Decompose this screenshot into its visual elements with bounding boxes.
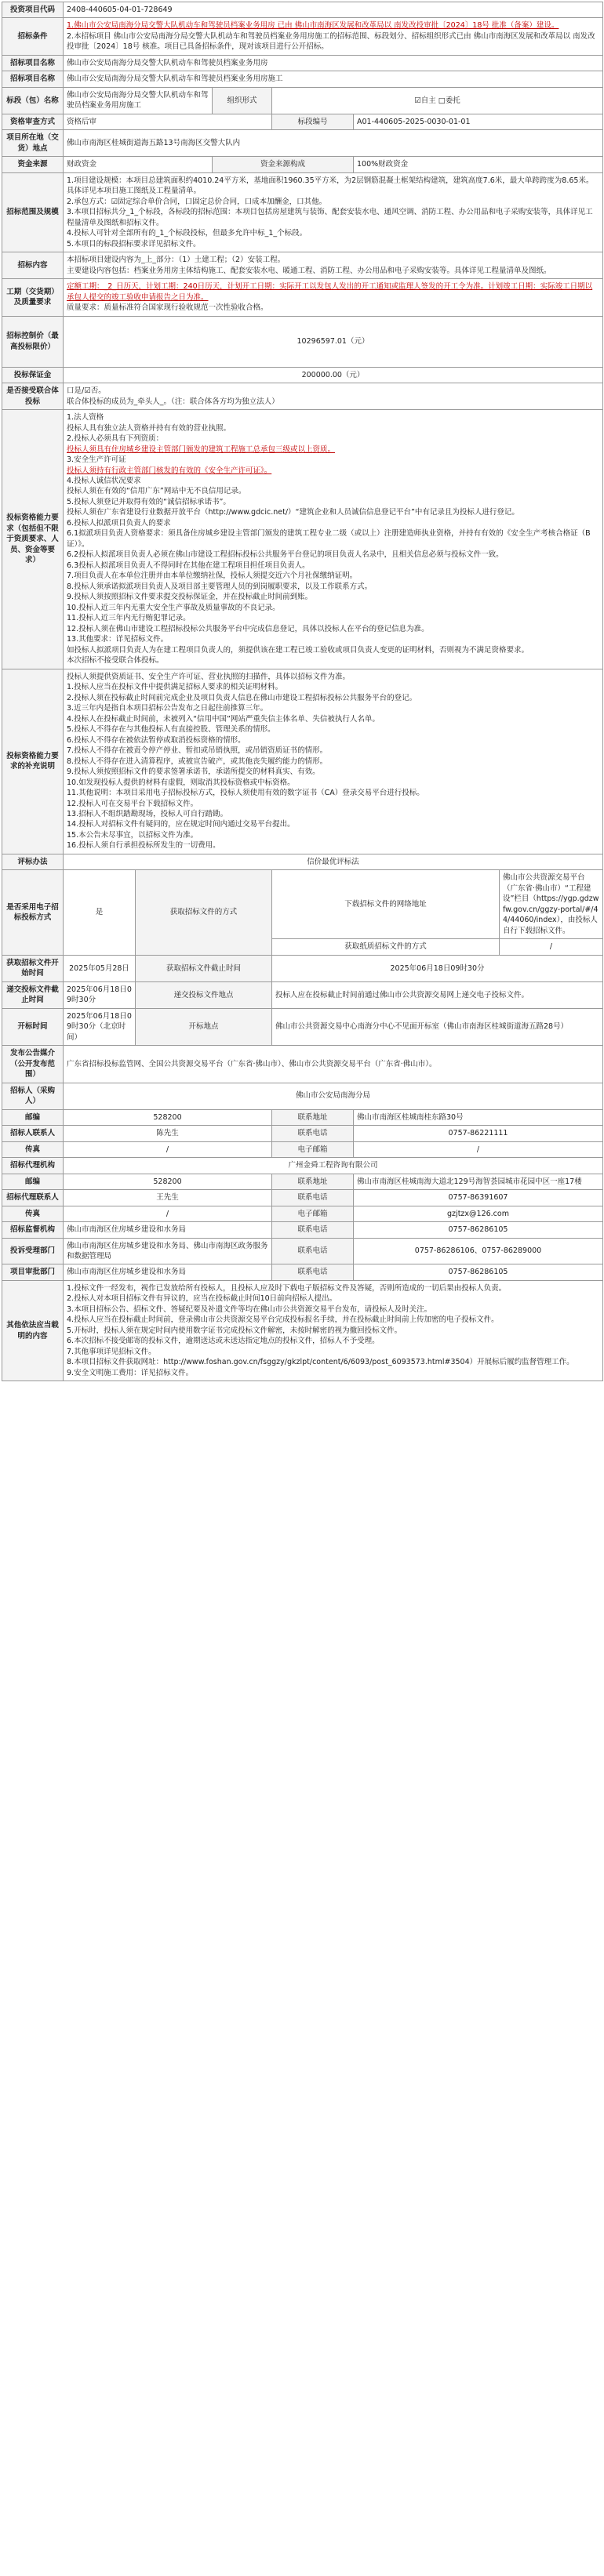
row-qualification	[2, 410, 603, 669]
row-tenderer	[2, 1083, 603, 1109]
funding-ratio-value: 100%财政资金	[354, 157, 603, 172]
bid-content-text	[64, 252, 603, 279]
opening-place-value: 佛山市公共资源交易中心南海分中心不见面开标室（佛山市南海区桂城街道海五路28号）	[272, 1008, 603, 1045]
qual-p19: 11.投标人近三年内无行贿犯罪记录。	[67, 614, 191, 623]
other-p3: 3.本项目招标公告、招标文件、答疑纪要及补遗文件等均在佛山市公共资源交易平台发布，请投标人及时关注。	[67, 1304, 432, 1314]
qual-p23: 本次招标不接受联合体投标。	[67, 656, 164, 666]
qual-p21: 13.其他要求：详见招标文件。	[67, 635, 169, 644]
row-tenderer-fax	[2, 1141, 603, 1157]
bid-content-p2: 主要建设内容包括：档案业务用房主体结构施工、配套安装水电、暖通工程、消防工程、办公用品和电子采购安装等。具体详见工程量清单及图纸。	[67, 266, 551, 275]
notes-p14: 13.招标人不组织踏勘现场，投标人可自行踏勘。	[67, 810, 228, 818]
row-consortium	[2, 383, 603, 410]
qual-p17: 9.投标人须按照招标文件要求提交投标保证金，并在投标截止时间前到账。	[67, 593, 313, 602]
approval-dept-phone-label: 联系电话	[272, 1264, 354, 1280]
row-scale	[2, 172, 603, 252]
qual-p5: 3.安全生产许可证	[67, 455, 126, 465]
row-tender-period	[2, 955, 603, 981]
row-agency-address	[2, 1174, 603, 1189]
package-name-label: 招标项目名称	[2, 71, 64, 87]
e-tender-value: 是	[64, 870, 136, 955]
qual-review-value: 资格后审	[64, 114, 272, 129]
qual-p7: 4.投标人诚信状况要求	[67, 476, 141, 485]
project-code-label: 投资项目代码	[2, 2, 64, 18]
other-p1: 1.投标文件一经发布，视作已发放给所有投标人，且投标人应及时下载电子版招标文件及答疑，否则所造成的一切后果由投标人负责。	[67, 1283, 507, 1293]
tender-notice	[2, 2, 602, 1381]
tender-end-value: 2025年06月18日09时30分	[272, 955, 603, 981]
qualification-text	[64, 410, 603, 669]
submission-place-value: 投标人应在投标截止时间前通过佛山市公共资源交易网上递交电子投标文件。	[272, 981, 603, 1008]
notice-table	[2, 2, 603, 1381]
tenderer-address-label: 联系地址	[272, 1109, 354, 1125]
acceptance-value: 佛山市南海区住房城乡建设和水务局、佛山市南海区政务服务和数据管理局	[64, 1238, 272, 1264]
opening-label: 开标时间	[2, 1008, 64, 1045]
row-submission	[2, 981, 603, 1008]
row-package-name	[2, 71, 603, 87]
qual-p3: 2.投标人必须具有下列资质：	[67, 434, 164, 444]
tenderer-fax-label: 传真	[2, 1141, 64, 1157]
other-p2: 2.投标人对本项目招标文件有异议的，应当在投标截止时间10日前向招标人提出。	[67, 1294, 337, 1304]
row-e-tender-1	[2, 870, 603, 939]
row-location	[2, 130, 603, 157]
row-max-price	[2, 316, 603, 367]
scale-text	[64, 172, 603, 252]
row-qual-review	[2, 114, 603, 129]
consortium-p1: 口是/☑否。	[67, 386, 106, 396]
row-tenderer-address	[2, 1109, 603, 1125]
conditions-label: 招标条件	[2, 18, 64, 55]
deposit-value: 200000.00（元）	[64, 367, 603, 383]
notes-p3: 2.投标人须在投标截止时间前完成企业及项目负责人信息在佛山市建设工程招标投标公共服务平台的登记。	[67, 693, 417, 702]
other-p9: 9.安全文明施工费用：详见招标文件。	[67, 1368, 194, 1377]
max-price-value: 10296597.01（元）	[64, 316, 603, 367]
notes-p17: 16.投标人须自行承担投标所发生的一切费用。	[67, 841, 220, 851]
supervision-phone-label: 联系电话	[272, 1222, 354, 1238]
row-other	[2, 1280, 603, 1381]
submission-place-label: 递交投标文件地点	[136, 981, 272, 1008]
notes-p1: 投标人须提供资质证书、安全生产许可证、营业执照的扫描件，具体以招标文件为准。	[67, 672, 351, 681]
tenderer-postcode: 528200	[64, 1109, 272, 1125]
tenderer-name: 佛山市公安局南海分局	[64, 1083, 603, 1109]
section-code-label: 标段编号	[272, 114, 354, 129]
agency-address: 佛山市南海区桂城南海大道北129号海智荟园城市花园中区一座17楼	[354, 1174, 603, 1189]
qualification-label: 投标资格能力要求（包括但不限于资质要求、人员、资金等要求）	[2, 410, 64, 669]
funding-label: 资金来源	[2, 157, 64, 172]
notes-p10: 9.投标人须按照招标文件的要求签署承诺书，承诺所提交的材料真实、有效。	[67, 767, 320, 777]
submission-value: 2025年06月18日09时30分	[64, 981, 136, 1008]
scale-p4: 4.投标人可针对全部所有的_1_个标段投标，但最多允许中标_1_个标段。	[67, 229, 307, 238]
agency-address-label: 联系地址	[272, 1174, 354, 1189]
qual-p15: 7.项目负责人在本单位注册并由本单位缴纳社保，投标人须提交近六个月社保缴纳证明。	[67, 571, 358, 581]
bid-content-p1: 本招标项目建设内容为_上_部分：（1）土建工程；（2）安装工程。	[67, 256, 286, 265]
notes-p8: 7.投标人不得存在被责令停产停业、暂扣或吊销执照，或吊销资质证书的情形。	[67, 746, 328, 756]
other-p5: 5.开标时，投标人须在规定时间内使用数字证书完成投标文件解密，未按时解密的视为撤回投标文件。	[67, 1326, 402, 1335]
deposit-label: 投标保证金	[2, 367, 64, 383]
qual-p13: 6.2投标人拟派项目负责人必须在佛山市建设工程招标投标公共服务平台登记的项目负责人名录中，且相关信息必须与投标文件一致。	[67, 550, 504, 560]
scale-p3: 3.本项目招标共分_1_个标段，各标段的招标范围：本项目包括房屋建筑与装饰、配套安装水电、通风空调、消防工程、办公用品和电子采购安装等，具体详见工程量清单及图纸和招标文件。	[67, 208, 593, 227]
other-p8[interactable]: 8.本项目招标文件获取网址：http://www.foshan.gov.cn/fsggzy/gkzlpt/content/6/6093/post_6093573.html#3504）开展标后履约监督管理工作。	[67, 1358, 574, 1367]
agency-contact: 王先生	[64, 1190, 272, 1206]
conditions-text	[64, 18, 603, 55]
row-deposit	[2, 367, 603, 383]
tenderer-email: /	[354, 1141, 603, 1157]
media-value: 广东省招标投标监管网、全国公共资源交易平台（广东省·佛山市）、佛山市公共资源交易平台（广东省·佛山市）。	[64, 1046, 603, 1083]
agency-postcode-label: 邮编	[2, 1174, 64, 1189]
qual-p8: 投标人须在有效的“信用广东”网站中无不良信用记录。	[67, 487, 246, 496]
notes-p2: 1.投标人应当在投标文件中提供满足招标人要求的相关证明材料。	[67, 683, 283, 692]
qual-p10: 投标人须在广东省建设行业数据开放平台（http://www.gdcic.net/）“建筑企业和人员诚信信息登记平台”中有记录且为投标人进行登记。	[67, 508, 519, 517]
evaluation-value: 信价最优评标法	[64, 854, 603, 869]
qual-p11: 6.投标人拟派项目负责人的要求	[67, 518, 171, 528]
funding-value: 财政资金	[64, 157, 213, 172]
qual-p2: 投标人具有独立法人资格并持有有效的营业执照。	[67, 423, 231, 433]
scale-p5: 5.本项目的标段招标要求详见招标文件。	[67, 239, 201, 249]
notes-p15: 14.投标人对招标文件有疑问的，应在规定时间内通过交易平台提出。	[67, 820, 295, 829]
qual-p4: 投标人须具有住房城乡建设主管部门颁发的建筑工程施工总承包三级或以上资质。	[67, 444, 336, 454]
qual-p20: 12.投标人须在佛山市建设工程招标投标公共服务平台中完成信息登记，具体以投标人在平台的登记信息为准。	[67, 624, 429, 633]
section-value: 佛山市公安局南海分局交警大队机动车和驾驶员档案业务用房施工	[64, 87, 213, 114]
consortium-text	[64, 383, 603, 410]
notes-text	[64, 669, 603, 854]
row-media	[2, 1046, 603, 1083]
acceptance-phone-label: 联系电话	[272, 1238, 354, 1264]
row-bid-content	[2, 252, 603, 279]
paper-value: /	[500, 939, 603, 955]
agency-fax-label: 传真	[2, 1206, 64, 1221]
row-notes	[2, 669, 603, 854]
method-label: 获取招标文件的方式	[136, 870, 272, 955]
qual-p18: 10.投标人近三年内无重大安全生产事故及质量事故的不良记录。	[67, 603, 280, 612]
row-approval-dept	[2, 1264, 603, 1280]
row-tenderer-contact	[2, 1126, 603, 1141]
supervision-label: 招标监督机构	[2, 1222, 64, 1238]
acceptance-phone: 0757-86286106、0757-86289000	[354, 1238, 603, 1264]
max-price-label: 招标控制价（最高投标限价）	[2, 316, 64, 367]
funding-ratio-label: 资金来源构成	[213, 157, 354, 172]
project-name-label: 招标项目名称	[2, 55, 64, 71]
qual-p12: 6.1拟派项目负责人资格要求：须具备住房城乡建设主管部门颁发的建筑工程专业二级（或以上）注册建造师执业资格，并持有有效的《安全生产考核合格证（B证）》。	[67, 529, 591, 549]
tenderer-address: 佛山市南海区桂城南桂东路30号	[354, 1109, 603, 1125]
scale-p1: 1.项目建设规模：本项目总建筑面积约4010.24平方米，基地面积1960.35平方米，为2层钢筋混凝土框架结构建筑，建筑高度7.6米，最大单跨跨度为8.65米。具体详见本项目施工图纸及工程量清单。	[67, 176, 594, 196]
row-project-code	[2, 2, 603, 18]
package-name-value: 佛山市公安局南海分局交警大队机动车和驾驶员档案业务用房施工	[64, 71, 603, 87]
supervision-value: 佛山市南海区住房城乡建设和水务局	[64, 1222, 272, 1238]
tender-start-label: 获取招标文件开始时间	[2, 955, 64, 981]
tender-end-label: 获取招标文件截止时间	[136, 955, 272, 981]
consortium-label: 是否接受联合体投标	[2, 383, 64, 410]
notes-p5: 4.投标人在投标截止时间前，未被列入“信用中国”网站严重失信主体名单、失信被执行人名单。	[67, 714, 380, 724]
row-duration	[2, 279, 603, 316]
tenderer-contact: 陈先生	[64, 1126, 272, 1141]
acceptance-label: 投诉受理部门	[2, 1238, 64, 1264]
qual-p14: 6.3投标人拟派项目负责人不得同时在其他在建工程项目担任项目负责人。	[67, 561, 310, 570]
project-name-value: 佛山市公安局南海分局交警大队机动车和驾驶员档案业务用房	[64, 55, 603, 71]
qual-p22: 如投标人拟派项目负责人为在建工程项目负责人的，须提供该在建工程已竣工验收或项目负责人变更的证明材料，否则视为不满足资格要求。	[67, 645, 529, 655]
project-code-value: 2408-440605-04-01-728649	[64, 2, 603, 18]
media-label: 发布公告媒介（公开发布范围）	[2, 1046, 64, 1083]
notes-label: 投标资格能力要求的补充说明	[2, 669, 64, 854]
online-value[interactable]: 佛山市公共资源交易平台（广东省·佛山市）“工程建设”栏目（https://ygp.gdzwfw.gov.cn/ggzy-portal/#/44/44060/index），由投标人自行下载招标文件。	[500, 870, 603, 939]
agency-label: 招标代理机构	[2, 1158, 64, 1174]
consortium-p2: 联合体投标的成员为_牵头人_。（注：联合体各方均为独立法人）	[67, 397, 279, 406]
agency-postcode: 528200	[64, 1174, 272, 1189]
conditions-p2: 2.本招标项目 佛山市公安局南海分局交警大队机动车和驾驶员档案业务用房施工的招标范围、标段划分、招标组织形式已由 佛山市南海区发展和改革局以 南发改投审批〔2024〕18号 核准。项目已具备招标条件，现对该项目进行公开招标。	[67, 31, 595, 52]
qual-p9: 5.投标人须登记并取得有效的“诚信招标承诺书”。	[67, 497, 231, 506]
notes-p16: 15.本公告未尽事宜，以招标文件为准。	[67, 830, 198, 840]
location-value: 佛山市南海区桂城街道海五路13号南海区交警大队内	[64, 130, 603, 157]
opening-value: 2025年06月18日09时30分（北京时间）	[64, 1008, 136, 1045]
row-funding	[2, 157, 603, 172]
tenderer-phone: 0757-86221111	[354, 1126, 603, 1141]
notes-p12: 11.其他说明：本项目采用电子招标投标方式，投标人须使用有效的数字证书（CA）登录交易平台进行投标。	[67, 789, 424, 798]
agency-contact-label: 招标代理联系人	[2, 1190, 64, 1206]
scale-p2: 2.承包方式：☑固定综合单价合同，口固定总价合同，口成本加酬金，口其他。	[67, 197, 327, 206]
other-p7: 7.其他事项详见招标文件。	[67, 1347, 156, 1356]
notes-p9: 8.投标人不得存在进入清算程序，或被宣告破产，或其他丧失履约能力的情形。	[67, 756, 328, 766]
approval-dept-phone: 0757-86286105	[354, 1264, 603, 1280]
qual-review-label: 资格审查方式	[2, 114, 64, 129]
notes-p6: 5.投标人不得存在与其他投标人有直接控股、管理关系的情形。	[67, 725, 275, 735]
conditions-p1: 1.佛山市公安局南海分局交警大队机动车和驾驶员档案业务用房 已由 佛山市南海区发展和改革局以 南发改投审批〔2024〕18号 批准（备案）建设。	[67, 21, 559, 31]
agency-phone: 0757-86391607	[354, 1190, 603, 1206]
row-agency	[2, 1158, 603, 1174]
duration-label: 工期（交货期）及质量要求	[2, 279, 64, 316]
agency-fax: /	[64, 1206, 272, 1221]
agency-email[interactable]: gzjtzx@126.com	[354, 1206, 603, 1221]
duration-p2: 质量要求：质量标准符合国家现行验收规范一次性验收合格。	[67, 303, 268, 313]
location-label: 项目所在地（交货）地点	[2, 130, 64, 157]
opening-place-label: 开标地点	[136, 1008, 272, 1045]
org-value: ☑自主 □委托	[272, 87, 603, 114]
notes-p7: 6.投标人不得存在被依法暂停或取消投标资格的情形。	[67, 735, 246, 745]
row-agency-fax	[2, 1206, 603, 1221]
other-p4: 4.投标人应当在投标截止时间前，登录佛山市公共资源交易平台完成投标报名手续，并在投标截止时间前上传加密的电子投标文件。	[67, 1315, 499, 1325]
row-section	[2, 87, 603, 114]
row-agency-contact	[2, 1190, 603, 1206]
evaluation-label: 评标办法	[2, 854, 64, 869]
approval-dept-label: 项目审批部门	[2, 1264, 64, 1280]
approval-dept-value: 佛山市南海区住房城乡建设和水务局	[64, 1264, 272, 1280]
other-label: 其他依法应当载明的内容	[2, 1280, 64, 1381]
notes-p13: 12.投标人可在交易平台下载招标文件。	[67, 799, 198, 808]
tender-start-value: 2025年05月28日	[64, 955, 136, 981]
tenderer-postcode-label: 邮编	[2, 1109, 64, 1125]
duration-text	[64, 279, 603, 316]
tenderer-email-label: 电子邮箱	[272, 1141, 354, 1157]
submission-label: 递交投标文件截止时间	[2, 981, 64, 1008]
tenderer-label: 招标人（采购人）	[2, 1083, 64, 1109]
qual-p6: 投标人须持有行政主管部门核发的有效的《安全生产许可证》。	[67, 466, 272, 475]
qual-p1: 1.法人资格	[67, 413, 104, 423]
paper-label: 获取纸质招标文件的方式	[272, 939, 500, 955]
org-label: 组织形式	[213, 87, 272, 114]
agency-email-label: 电子邮箱	[272, 1206, 354, 1221]
row-opening	[2, 1008, 603, 1045]
agency-phone-label: 联系电话	[272, 1190, 354, 1206]
tenderer-fax: /	[64, 1141, 272, 1157]
other-p6: 6.本次招标不接受邮寄的投标文件，逾期送达或未送达指定地点的投标文件，招标人不予受理。	[67, 1337, 380, 1346]
row-project-name	[2, 55, 603, 71]
row-acceptance	[2, 1238, 603, 1264]
supervision-phone: 0757-86286105	[354, 1222, 603, 1238]
tenderer-phone-label: 联系电话	[272, 1126, 354, 1141]
notes-p4: 3.近三年内是指自本项目招标公告发布之日起往前推算三年。	[67, 704, 268, 713]
row-conditions	[2, 18, 603, 55]
other-text	[64, 1280, 603, 1381]
row-evaluation	[2, 854, 603, 869]
qual-p16: 8.投标人须承诺拟派项目负责人及项目部主要管理人员的到岗履职要求，以及工作联系方式。	[67, 582, 373, 591]
row-supervision	[2, 1222, 603, 1238]
scale-label: 招标范围及规模	[2, 172, 64, 252]
bid-content-label: 招标内容	[2, 252, 64, 279]
section-code-value: A01-440605-2025-0030-01-01	[354, 114, 603, 129]
section-label: 标段（包）名称	[2, 87, 64, 114]
agency-name: 广州金舜工程咨询有限公司	[64, 1158, 603, 1174]
e-tender-label: 是否采用电子招标投标方式	[2, 870, 64, 955]
tenderer-contact-label: 招标人联系人	[2, 1126, 64, 1141]
notes-p11: 10.如发现投标人提供的材料有虚假，则取消其投标资格或中标资格。	[67, 778, 295, 787]
duration-p1: 定额工期：_2_日历天，计划工期：240日历天，计划开工日期：实际开工以发包人发出的开工通知或监理人签发的开工令为准。计划竣工日期：实际竣工日期以承包人提交的竣工验收申请报告之日为准。	[67, 282, 593, 302]
online-label: 下载招标文件的网络地址	[272, 870, 500, 939]
